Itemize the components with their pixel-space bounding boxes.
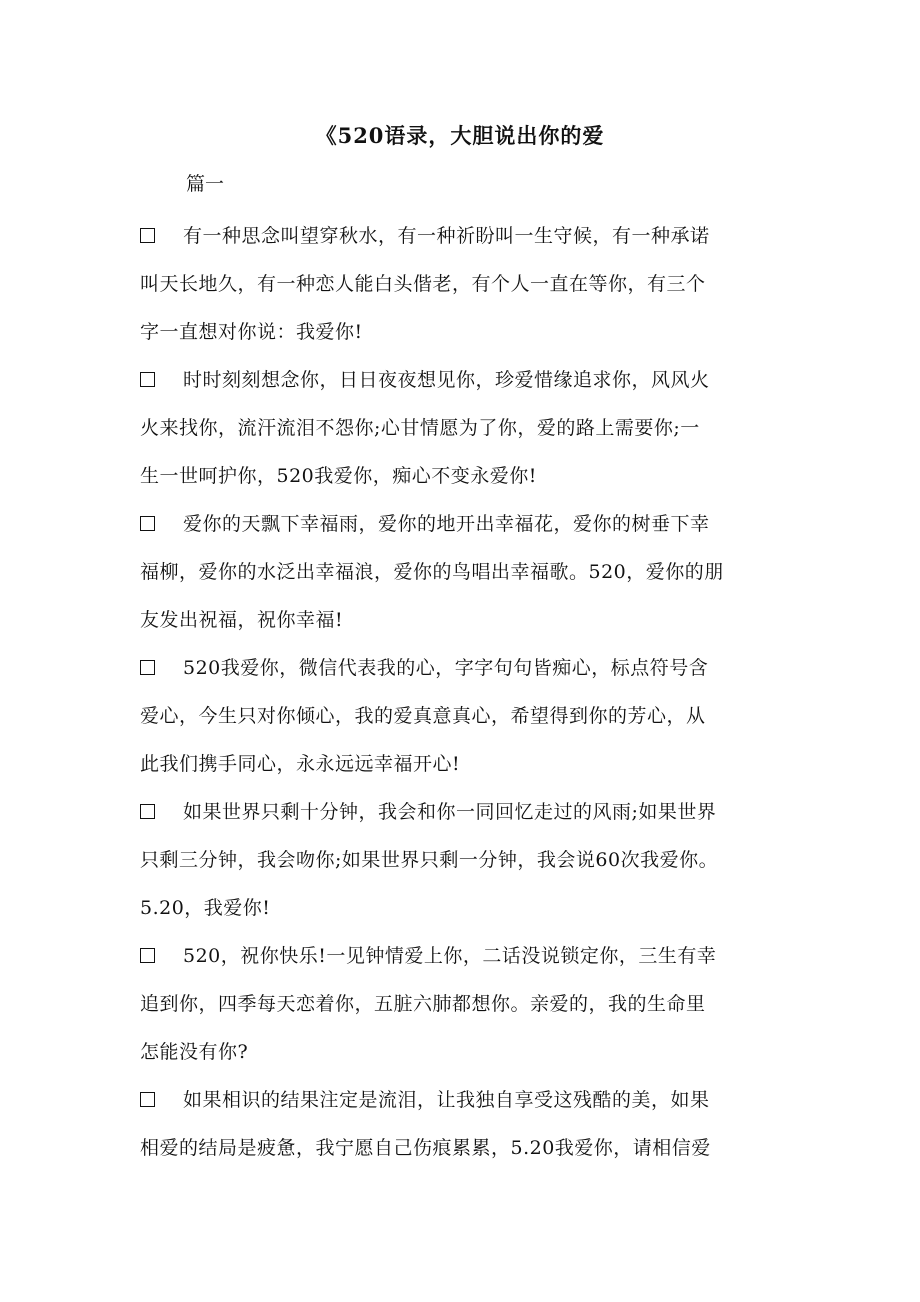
paragraph-line: 追到你，四季每天恋着你，五脏六肺都想你。亲爱的，我的生命里 xyxy=(140,993,706,1015)
paragraph-4 xyxy=(140,644,790,788)
paragraph-line: 5.20，我爱你! xyxy=(140,897,271,919)
checkbox-icon xyxy=(140,516,155,531)
paragraph-line: 有一种思念叫望穿秋水，有一种祈盼叫一生守候，有一种承诺 xyxy=(140,212,790,260)
paragraph-line: 字一直想对你说：我爱你! xyxy=(140,321,363,343)
checkbox-icon xyxy=(140,804,155,819)
paragraph-line: 520我爱你，微信代表我的心，字字句句皆痴心，标点符号含 xyxy=(140,644,790,692)
paragraph-line: 如果相识的结果注定是流泪，让我独自享受这残酷的美，如果 xyxy=(140,1076,790,1124)
checkbox-icon xyxy=(140,228,155,243)
paragraph-line: 520，祝你快乐!一见钟情爱上你，二话没说锁定你，三生有幸 xyxy=(140,932,790,980)
checkbox-icon xyxy=(140,372,155,387)
checkbox-icon xyxy=(140,948,155,963)
paragraph-line: 火来找你，流汗流泪不怨你;心甘情愿为了你，爱的路上需要你;一 xyxy=(140,417,700,439)
document-body xyxy=(140,212,790,1172)
paragraph-line: 此我们携手同心，永永远远幸福开心! xyxy=(140,753,461,775)
paragraph-2 xyxy=(140,356,790,500)
paragraph-line: 友发出祝福，祝你幸福! xyxy=(140,609,344,631)
paragraph-line: 生一世呵护你，520我爱你，痴心不变永爱你! xyxy=(140,465,537,487)
paragraph-line: 只剩三分钟，我会吻你;如果世界只剩一分钟，我会说60次我爱你。 xyxy=(140,849,719,871)
document-title: 《520语录，大胆说出你的爱 xyxy=(315,123,605,148)
paragraph-line: 时时刻刻想念你，日日夜夜想见你，珍爱惜缘追求你，风风火 xyxy=(140,356,790,404)
paragraph-line: 福柳，爱你的水泛出幸福浪，爱你的鸟唱出幸福歌。520，爱你的朋 xyxy=(140,561,724,583)
paragraph-line: 怎能没有你? xyxy=(140,1041,249,1063)
paragraph-3 xyxy=(140,500,790,644)
paragraph-6 xyxy=(140,932,790,1076)
checkbox-icon xyxy=(140,660,155,675)
paragraph-line: 叫天长地久，有一种恋人能白头偕老，有个人一直在等你，有三个 xyxy=(140,273,706,295)
paragraph-line: 爱你的天飘下幸福雨，爱你的地开出幸福花，爱你的树垂下幸 xyxy=(140,500,790,548)
paragraph-line: 爱心，今生只对你倾心，我的爱真意真心，希望得到你的芳心，从 xyxy=(140,705,706,727)
section-heading: 篇一 xyxy=(186,173,225,195)
paragraph-1 xyxy=(140,212,790,356)
checkbox-icon xyxy=(140,1092,155,1107)
paragraph-5 xyxy=(140,788,790,932)
paragraph-line: 相爱的结局是疲惫，我宁愿自己伤痕累累，5.20我爱你，请相信爱 xyxy=(140,1137,711,1159)
paragraph-line: 如果世界只剩十分钟，我会和你一同回忆走过的风雨;如果世界 xyxy=(140,788,790,836)
paragraph-7 xyxy=(140,1076,790,1172)
